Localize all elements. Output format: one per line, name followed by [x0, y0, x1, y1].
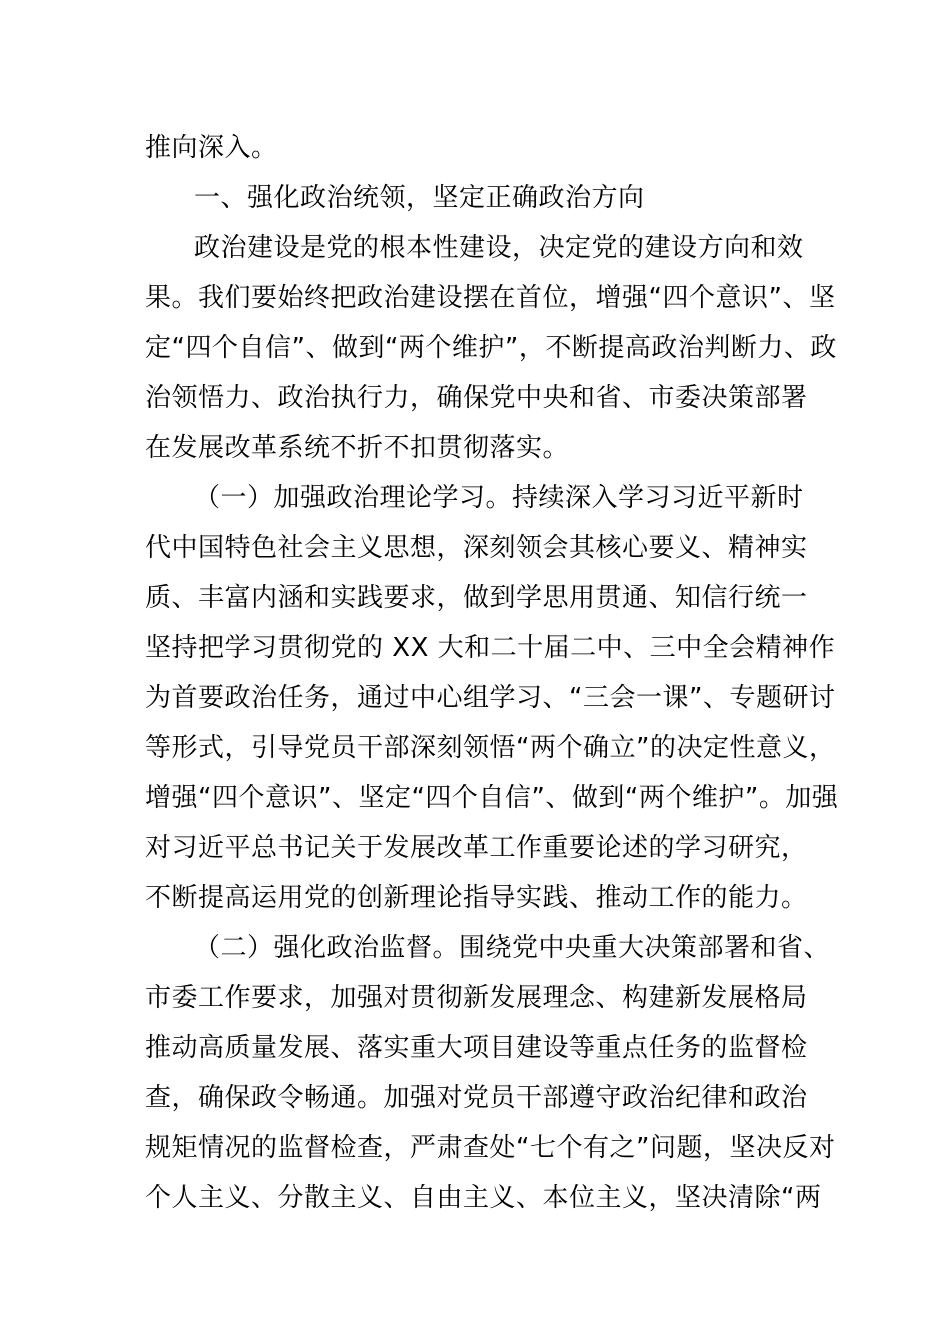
text-line-1: 推向深入。: [145, 133, 278, 163]
text-line-21: 规矩情况的监督检查，严肃查处“七个有之”问题，坚决反对: [145, 1133, 836, 1163]
subsection-heading-2: （二）强化政治监督。围绕党中央重大决策部署和省、: [194, 933, 831, 963]
text-line-6: 治领悟力、政治执行力，确保党中央和省、市委决策部署: [145, 383, 808, 413]
text-line-4: 果。我们要始终把政治建设摆在首位，增强“四个意识”、坚: [145, 283, 836, 313]
text-line-12: 为首要政治任务，通过中心组学习、“三会一课”、专题研讨: [145, 683, 836, 713]
text-line-13: 等形式，引导党员干部深刻领悟“两个确立”的决定性意义，: [145, 733, 836, 763]
text-line-18: 市委工作要求，加强对贯彻新发展理念、构建新发展格局: [145, 983, 808, 1013]
text-line-19: 推动高质量发展、落实重大项目建设等重点任务的监督检: [145, 1033, 808, 1063]
text-line-22: 个人主义、分散主义、自由主义、本位主义，坚决清除“两: [145, 1183, 822, 1213]
section-heading-1: 一、强化政治统领，坚定正确政治方向: [194, 183, 645, 213]
text-line-7: 在发展改革系统不折不扣贯彻落实。: [145, 433, 570, 463]
text-line-11: 坚持把学习贯彻党的 XX 大和二十届二中、三中全会精神作: [145, 633, 836, 663]
subsection-heading-1: （一）加强政治理论学习。持续深入学习习近平新时: [194, 483, 804, 513]
text-line-3: 政治建设是党的根本性建设，决定党的建设方向和效: [194, 233, 804, 263]
text-line-16: 不断提高运用党的创新理论指导实践、推动工作的能力。: [145, 883, 808, 913]
text-line-20: 查，确保政令畅通。加强对党员干部遵守政治纪律和政治: [145, 1083, 808, 1113]
text-line-5: 定“四个自信”、做到“两个维护”，不断提高政治判断力、政: [145, 333, 837, 363]
text-line-15: 对习近平总书记关于发展改革工作重要论述的学习研究，: [145, 833, 808, 863]
text-line-9: 代中国特色社会主义思想，深刻领会其核心要义、精神实: [145, 533, 808, 563]
text-line-14: 增强“四个意识”、坚定“四个自信”、做到“两个维护”。加强: [145, 783, 839, 813]
text-line-10: 质、丰富内涵和实践要求，做到学思用贯通、知信行统一: [145, 583, 808, 613]
